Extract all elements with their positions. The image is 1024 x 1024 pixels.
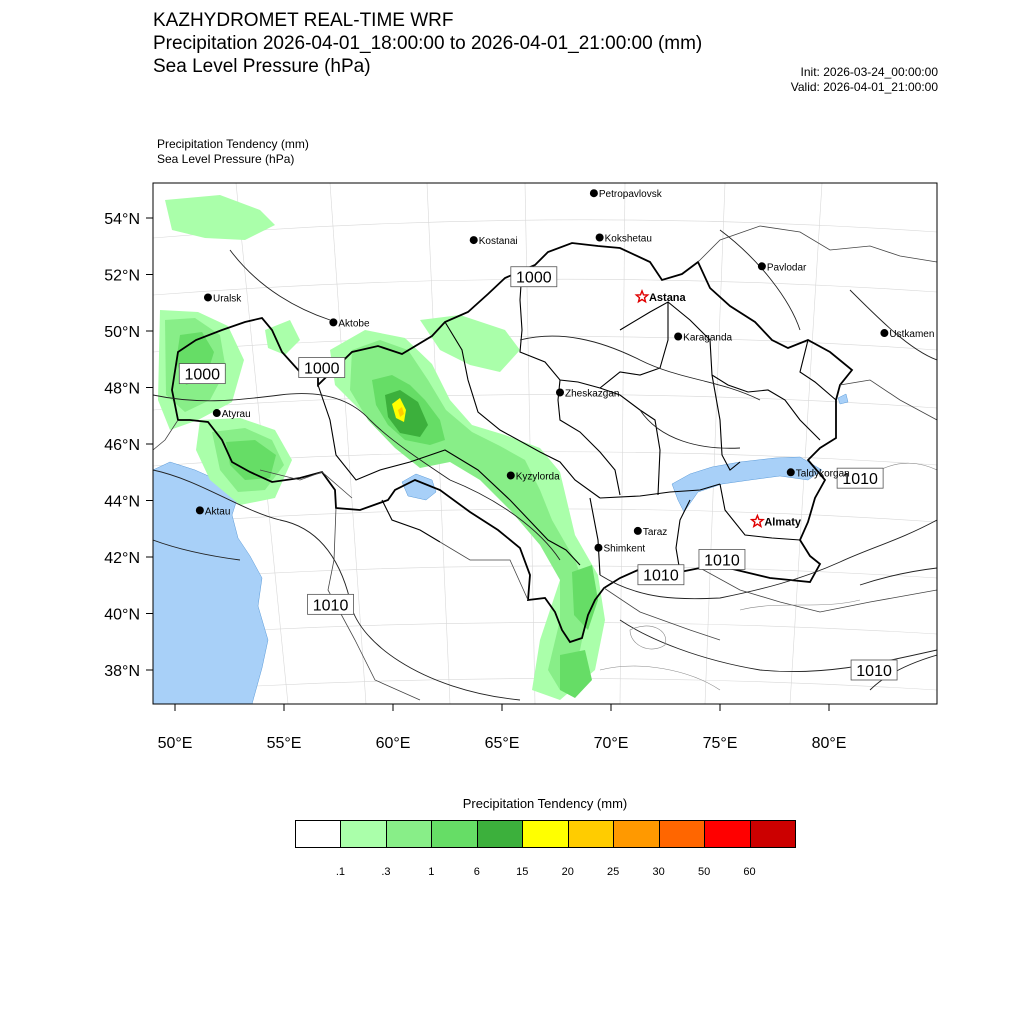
isobar-label — [299, 358, 345, 378]
colorbar-tick-label: 1 — [428, 866, 435, 878]
city-kokshetau[interactable] — [596, 233, 652, 244]
city-dot-icon — [213, 409, 221, 417]
isobar-label — [511, 267, 557, 287]
svg-text:1010: 1010 — [643, 567, 679, 585]
city-ustkamen[interactable] — [880, 329, 934, 340]
colorbar-ticks — [295, 866, 795, 882]
main-title: KAZHYDROMET REAL-TIME WRF — [153, 10, 454, 31]
colorbar-swatch — [296, 821, 341, 847]
lat-tick-label: 38°N — [104, 663, 140, 680]
lat-axis — [104, 211, 153, 680]
city-label: Taldykorgan — [795, 468, 850, 480]
city-dot-icon — [634, 527, 642, 535]
lon-tick-label: 50°E — [157, 735, 193, 752]
colorbar-swatch — [751, 821, 795, 847]
lon-axis — [158, 704, 847, 752]
svg-text:1010: 1010 — [704, 552, 740, 570]
city-dot-icon — [556, 388, 564, 396]
isobar-label — [308, 594, 354, 614]
city-label: Pavlodar — [766, 262, 807, 274]
svg-text:1000: 1000 — [303, 360, 340, 378]
colorbar-tick-label: 50 — [697, 866, 711, 878]
colorbar-tick-label: 60 — [743, 866, 756, 878]
city-label: Shimkent — [603, 543, 646, 555]
city-dot-icon — [594, 544, 602, 552]
colorbar-swatch — [387, 821, 432, 847]
city-label: Kokshetau — [604, 233, 652, 245]
city-label: Ustkamen — [889, 329, 935, 341]
colorbar-swatch — [569, 821, 614, 847]
field-label-pressure: Sea Level Pressure (hPa) — [157, 152, 295, 166]
colorbar — [295, 820, 796, 848]
city-dot-icon — [329, 318, 337, 326]
colorbar-swatch — [614, 821, 659, 847]
lon-tick-label: 60°E — [375, 735, 411, 752]
colorbar-title: Precipitation Tendency (mm) — [462, 796, 628, 811]
city-label: Atyrau — [221, 409, 251, 421]
lon-tick-label: 55°E — [266, 735, 302, 752]
city-label: Almaty — [764, 516, 802, 529]
svg-text:1010: 1010 — [312, 597, 349, 615]
city-dot-icon — [787, 468, 795, 476]
city-dot-icon — [596, 233, 604, 241]
colorbar-swatch — [478, 821, 523, 847]
isobar-label — [699, 549, 745, 569]
colorbar-swatch — [341, 821, 386, 847]
city-label: Kyzylorda — [515, 471, 560, 483]
svg-text:1000: 1000 — [184, 366, 221, 384]
lat-tick-label: 44°N — [104, 493, 140, 511]
city-karaganda[interactable] — [674, 332, 732, 343]
lat-tick-label: 50°N — [104, 324, 140, 341]
pressure-title: Sea Level Pressure (hPa) — [153, 56, 371, 77]
city-dot-icon — [507, 471, 515, 479]
valid-time: Valid: 2026-04-01_21:00:00 — [790, 80, 938, 94]
city-label: Uralsk — [212, 293, 242, 305]
lon-tick-label: 70°E — [593, 735, 629, 752]
city-label: Astana — [648, 291, 686, 304]
colorbar-swatch — [660, 821, 705, 847]
colorbar-tick-label: .3 — [381, 866, 391, 878]
city-dot-icon — [470, 236, 478, 244]
precip-title: Precipitation 2026-04-01_18:00:00 to 2026-04-01_21:00:00 (mm) — [153, 33, 703, 54]
svg-text:1000: 1000 — [516, 269, 552, 287]
city-label: Kostanai — [478, 236, 518, 248]
isobar-label — [179, 364, 225, 384]
isobar-label — [638, 565, 684, 585]
lat-tick-label: 52°N — [104, 267, 140, 285]
city-dot-icon — [674, 332, 682, 340]
field-label-precip: Precipitation Tendency (mm) — [157, 137, 309, 151]
lat-tick-label: 48°N — [104, 380, 140, 398]
svg-text:1010: 1010 — [856, 662, 892, 680]
city-taldykorgan[interactable] — [787, 468, 850, 479]
colorbar-tick-label: 25 — [607, 866, 620, 878]
city-dot-icon — [204, 293, 212, 301]
city-dot-icon — [880, 329, 888, 337]
city-zheskazgan[interactable] — [556, 388, 619, 399]
city-label: Aktobe — [338, 318, 370, 330]
colorbar-tick-label: 30 — [652, 866, 665, 878]
lat-tick-label: 42°N — [104, 550, 140, 567]
city-label: Taraz — [642, 526, 668, 538]
lat-tick-label: 54°N — [104, 211, 140, 228]
init-time: Init: 2026-03-24_00:00:00 — [800, 65, 938, 79]
city-label: Zheskazgan — [564, 388, 620, 400]
svg-text:1010: 1010 — [842, 471, 878, 489]
city-dot-icon — [590, 189, 598, 197]
lon-tick-label: 75°E — [702, 735, 738, 752]
colorbar-swatch — [523, 821, 568, 847]
city-dot-icon — [758, 262, 766, 270]
lat-tick-label: 40°N — [104, 606, 140, 624]
city-label: Karaganda — [683, 332, 733, 344]
colorbar-tick-label: .1 — [335, 866, 346, 878]
lon-tick-label: 80°E — [811, 735, 847, 752]
colorbar-swatch — [705, 821, 750, 847]
lon-tick-label: 65°E — [484, 735, 520, 752]
isobar-label — [851, 660, 897, 680]
lat-tick-label: 46°N — [104, 437, 140, 454]
colorbar-tick-label: 20 — [561, 866, 574, 878]
city-label: Aktau — [204, 506, 231, 518]
city-dot-icon — [196, 506, 204, 514]
colorbar-swatch — [432, 821, 477, 847]
city-label: Petropavlovsk — [598, 189, 662, 201]
city-petropavlovsk[interactable] — [590, 189, 663, 200]
colorbar-tick-label: 15 — [516, 866, 529, 878]
colorbar-tick-label: 6 — [473, 866, 480, 878]
